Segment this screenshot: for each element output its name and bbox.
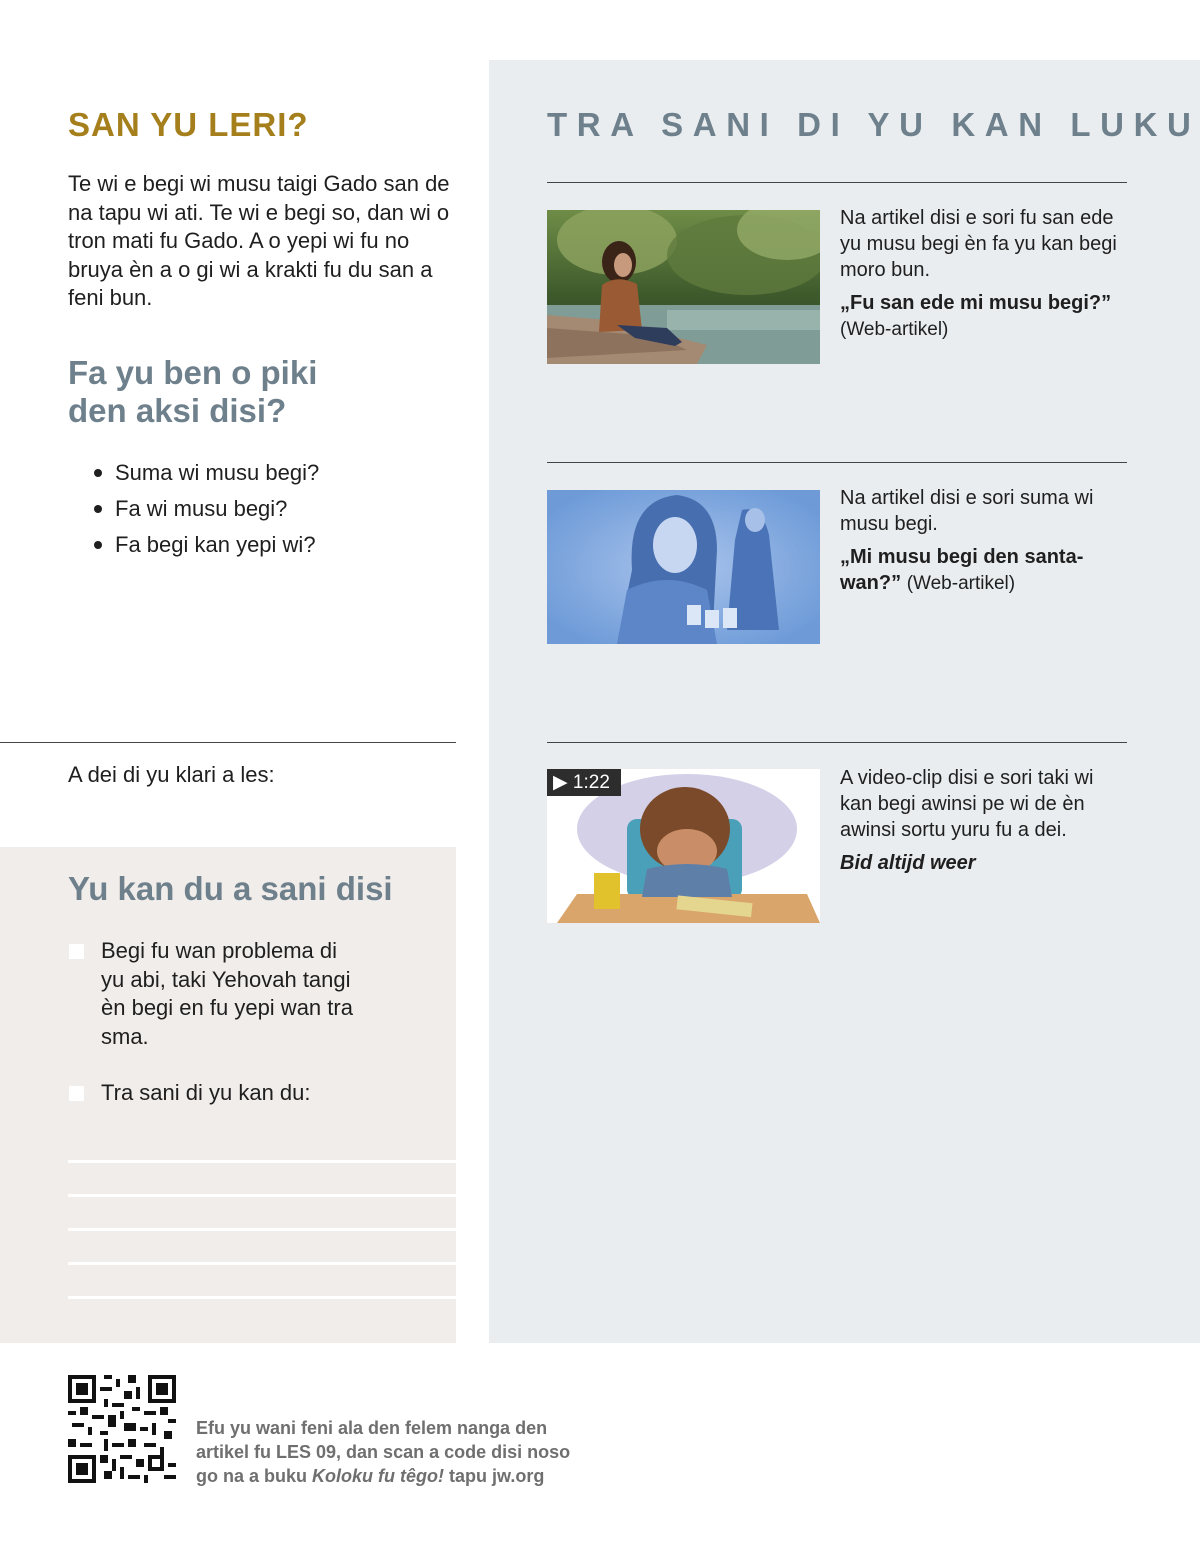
todo-item-1: Begi fu wan problema di yu abi, taki Yehovah tangi èn begi en fu yepi wan tra sma. xyxy=(101,938,353,1049)
questions-list xyxy=(92,455,319,563)
todo-checkbox-2[interactable] xyxy=(69,1086,84,1101)
article-description: Na artikel disi e sori fu san ede yu musu begi èn fa yu kan begi moro bun. xyxy=(840,207,1117,281)
writing-line[interactable] xyxy=(68,1194,456,1197)
article-description: Na artikel disi e sori suma wi musu begi. xyxy=(840,487,1094,535)
footer-text-part-2: tapu jw.org xyxy=(444,1466,545,1486)
divider xyxy=(547,182,1127,183)
article-info-2 xyxy=(840,485,1130,604)
questions-heading xyxy=(68,354,448,430)
article-thumbnail-2[interactable] xyxy=(547,490,820,644)
article-type: (Web-artikel) xyxy=(906,573,1016,594)
video-description: A video-clip disi e sori taki wi kan begi awinsi pe wi de èn awinsi sortu yuru fu a dei. xyxy=(840,767,1094,841)
questions-heading-line-1: Fa yu ben o piki xyxy=(68,354,318,391)
qr-code[interactable] xyxy=(68,1375,176,1483)
recap-heading: SAN YU LERI? xyxy=(68,106,309,143)
writing-line[interactable] xyxy=(68,1228,456,1231)
recap-paragraph: Te wi e begi wi musu taigi Gado san de na tapu wi ati. Te wi e begi so, dan wi o tron mati fu Gado. A o yepi wi fu no bruya èn a o gi wi a krakti fu du san a feni bun. xyxy=(68,171,450,310)
questions-heading-line-2: den aksi disi? xyxy=(68,392,287,429)
todo-item-2: Tra sani di yu kan du: xyxy=(101,1080,311,1105)
video-info xyxy=(840,765,1130,883)
list-item: Fa begi kan yepi wi? xyxy=(92,527,319,563)
list-item: Suma wi musu begi? xyxy=(92,455,319,491)
related-content-heading: TRA SANI DI YU KAN LUKU xyxy=(547,106,1200,143)
qr-code-icon xyxy=(68,1375,176,1483)
writing-line[interactable] xyxy=(68,1296,456,1299)
divider xyxy=(547,462,1127,463)
article-type: (Web-artikel) xyxy=(840,319,949,340)
writing-line[interactable] xyxy=(68,1262,456,1265)
book-title: Koloku fu têgo! xyxy=(312,1466,444,1486)
video-duration-badge xyxy=(547,769,621,796)
video-title-link[interactable]: Bid altijd weer xyxy=(840,852,976,874)
writing-line[interactable] xyxy=(68,1160,456,1163)
video-duration: 1:22 xyxy=(572,772,610,793)
todo-heading: Yu kan du a sani disi xyxy=(68,870,393,907)
list-item: Fa wi musu begi? xyxy=(92,491,319,527)
article-title-link[interactable]: „Mi musu begi den santa-wan?” xyxy=(840,546,1084,594)
article-thumbnail-1[interactable] xyxy=(547,210,820,364)
footer-note xyxy=(196,1416,576,1488)
play-icon: ▶ xyxy=(553,772,568,793)
woman-by-water-image xyxy=(547,210,820,364)
todo-checkbox-1[interactable] xyxy=(69,944,84,959)
completion-date-label: A dei di yu klari a les: xyxy=(68,762,275,787)
divider xyxy=(0,742,456,743)
divider xyxy=(547,742,1127,743)
woman-praying-image xyxy=(547,490,820,644)
article-title-link[interactable]: „Fu san ede mi musu begi?” xyxy=(840,292,1112,314)
footer-text-part-1: Efu yu wani feni ala den felem nanga den artikel fu LES 09, dan scan a code disi noso go na a buku xyxy=(196,1418,571,1486)
article-info-1 xyxy=(840,205,1130,350)
